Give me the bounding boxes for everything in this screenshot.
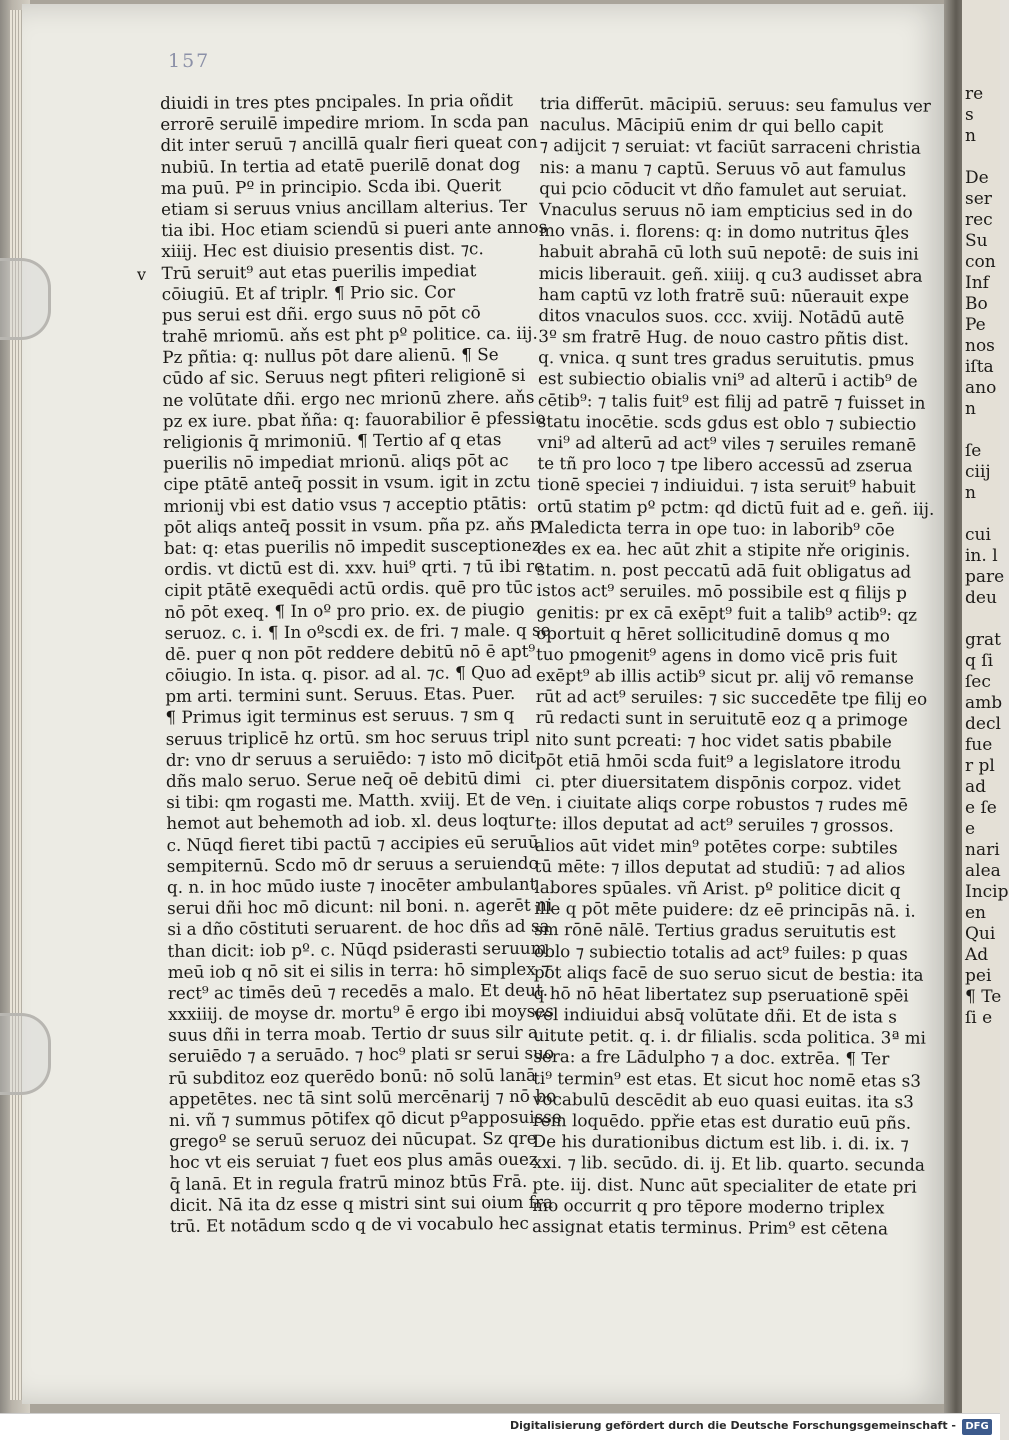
footer-bar	[0, 1413, 1000, 1440]
text-line: Trū seruit⁹ aut etas puerilis impediat	[161, 259, 477, 283]
text-line: xxxiiij. de moyse dr. mortu⁹ ē ergo ibi moyses	[167, 1000, 554, 1025]
text-line: q. n. in hoc mūdo iuste ⁊ inocēter ambulant	[166, 873, 537, 897]
text-line: dit inter seruū ⁊ ancillā qualr fieri queat con	[160, 132, 538, 156]
text-line: cōiugio. In ista. q. pisor. ad al. ⁊c. ¶ Quo ad	[164, 661, 532, 686]
text-line: puerilis nō impediat mrionū. aliqs pōt ac	[163, 450, 509, 474]
text-line: uitute petit. q. i. dr filialis. scda politica. 3ª mi	[533, 1025, 927, 1048]
text-line: pz ex iure. pbat ňña: q: fauorabilior ē pfessio	[162, 407, 546, 431]
text-line: nis: a manu ⁊ captū. Seruus vō aut famulus	[539, 156, 907, 180]
text-line: cētib⁹: ⁊ talis fuit⁹ est filij ad patrē ⁊ fuisset in	[537, 389, 926, 413]
text-line: statim. n. post peccatū adā fuit obligatus ad	[536, 559, 912, 582]
page-number: 157	[168, 50, 211, 72]
text-line: oblo ⁊ subiectio totalis ad act⁹ fuiles: p quas	[533, 940, 908, 964]
text-line: tū mēte: ⁊ illos deputat ad studiū: ⁊ ad alios	[534, 855, 906, 879]
text-line: rū subditoz eoz querēdo bonū: nō solū lanā	[168, 1064, 537, 1088]
text-line: nō pōt exeq. ¶ In oº pro prio. ex. de piugio	[164, 598, 525, 622]
text-line: q̄ lanā. Et in regula fratrū minoz btūs Frā.	[169, 1170, 528, 1194]
text-line: tia ibi. Hoc etiam sciendū si pueri ante annos	[161, 216, 548, 241]
text-line: ⁊ adijcit ⁊ seruiat: vt faciūt sarraceni christia	[539, 135, 921, 159]
text-line: vocabulū descēdit ab euo quasi euitas. ita s3	[532, 1088, 914, 1112]
text-line: seruoz. c. i. ¶ In oºscdi ex. de fri. ⁊ male. q se	[164, 619, 551, 643]
text-line: appetētes. nec tā sint solū mercēnarij ⁊ nō bo	[168, 1085, 557, 1109]
text-line: te tñ pro loco ⁊ tpe libero accessū ad zserua	[537, 453, 913, 476]
right-text-column	[532, 93, 935, 1240]
text-line: naculus. Mācipiū enim dr qui bello capit	[539, 114, 884, 137]
facing-page-text: re s n De ser rec Su con Inf Bo Pe nos iſta ano n ſe ciij n cui in. l pare deu grat q ſi ſec amb decl fue r pl ad e ſe e nari alea Incip en Qui Ad pei ¶ Te ſi e	[965, 84, 1009, 1028]
text-line: serui dñi hoc mō dicunt: nil boni. n. agerēt ni	[167, 894, 553, 919]
text-line: cōiugiū. Et af triplr. ¶ Prio sic. Cor	[161, 281, 456, 304]
text-line: seruus triplicē hz ortū. sm hoc seruus tripl	[165, 725, 530, 749]
text-line: xiiij. Hec est diuisio presentis dist. ⁊c.	[161, 238, 484, 262]
text-line: qui pcio cōducit vt dño famulet aut seruiat.	[539, 177, 908, 201]
text-line: suus dñi in terra moab. Tertio dr suus silr a	[168, 1021, 539, 1046]
text-line: cipit ptātē exequēdi actū ordis. quē pro tūc	[164, 577, 533, 601]
text-line: trū. Et notādum scdo q de vi vocabulo hec	[169, 1212, 529, 1236]
text-line: xxi. ⁊ lib. secūdo. di. ij. Et lib. quarto. secunda	[532, 1152, 925, 1176]
text-line: ham captū vz loth fratrē suū: nūerauit expe	[538, 283, 910, 307]
text-line: vni⁹ ad alterū ad act⁹ viles ⁊ seruiles remanē	[537, 431, 917, 455]
text-line: ma puū. Pº in principio. Scda ibi. Querit	[160, 174, 502, 198]
text-line: pōt aliqs anteq̄ possit in vsum. pña pz. aňs p	[163, 513, 541, 537]
text-line: Pz pñtia: q: nullus pōt dare alienū. ¶ Se	[162, 344, 499, 368]
text-line: dicit. Nā ita dz esse q mistri sint sui oium fra	[169, 1191, 554, 1215]
text-line: meū iob q nō sit ei silis in terra: hō simplex ⁊	[167, 958, 550, 982]
text-line: ordis. vt dictū est di. xxv. hui⁹ qrti. ⁊ tū ibi re	[164, 555, 545, 580]
text-line: etiam si seruus vnius ancillam alterius. Ter	[160, 195, 528, 219]
text-line: pōt aliqs facē de suo seruo sicut de bestia: ita	[533, 961, 924, 985]
text-line: alios aūt videt min⁹ potētes corpe: subtiles	[534, 834, 898, 858]
text-line: sempiternū. Scdo mō dr seruus a seruiendo	[166, 852, 539, 876]
text-line: pm arti. termini sunt. Seruus. Etas. Puer.	[165, 683, 516, 707]
text-line: assignat etatis terminus. Prim⁹ est cētena	[532, 1215, 889, 1239]
text-line: rūt ad act⁹ seruiles: ⁊ sic succedēte tpe filij eo	[535, 686, 928, 709]
text-line: dñs malo seruo. Serue neq̄ oē debitū dimi	[165, 767, 521, 791]
text-line: tionē speciei ⁊ indiuidui. ⁊ ista seruit⁹ habuit	[537, 474, 916, 498]
text-line: q hō nō hēat libertatez sup pseruationē spēi	[533, 982, 909, 1006]
text-line: dr: vno dr seruus a seruiēdo: ⁊ isto mō dicit	[165, 746, 537, 770]
text-line: mo occurrit q pro tēpore moderno triplex	[532, 1194, 885, 1218]
text-line: n. i ciuitate aliqs corpe robustos ⁊ rudes mē	[534, 792, 909, 815]
text-line: labores spūales. vñ Arist. pº politice dicit q	[534, 876, 901, 900]
text-line: rū redacti sunt in seruitutē eoz q a primoge	[535, 707, 908, 731]
text-line: exēpt⁹ ab illis actib⁹ sicut pr. alij vō remanse	[535, 665, 914, 688]
text-line: diuidi in tres ptes pncipales. In pria oñdit	[160, 89, 514, 113]
text-line: Vnaculus seruus nō iam empticius sed in do	[539, 198, 913, 222]
text-line: 3º sm fratrē Hug. de nouo castro pñtis dist.	[538, 326, 910, 349]
text-line: ille q pōt mēte puidere: dz eē principās nā. i.	[534, 898, 916, 921]
text-line: hemot aut behemoth ad iob. xl. deus loqtur	[166, 810, 535, 834]
text-line: si tibi: qm rogasti me. Matth. xviij. Et de ve	[166, 788, 536, 813]
text-line: nito sunt pcreati: ⁊ hoc videt satis pbabile	[535, 728, 892, 752]
text-line: ditos vnaculos suos. ccc. xviij. Notādū autē	[538, 304, 905, 328]
text-line: dē. puer q non pōt reddere debitū nō ē apt⁹	[164, 640, 536, 664]
text-line: ci. pter diuersitatem dispōnis corpoz. videt	[535, 770, 901, 794]
binder-ring-bottom	[0, 1013, 51, 1095]
text-line: than dicit: iob pº. c. Nūqd psiderasti seruum	[167, 937, 547, 961]
text-line: gregoº se seruū seruoz dei nūcupat. Sz qre	[169, 1127, 537, 1152]
left-text-column	[160, 89, 562, 1237]
text-line: istos act⁹ seruiles. mō possibile est q filijs p	[536, 580, 907, 603]
text-line: rect⁹ ac timēs deū ⁊ recedēs a malo. Et deut.	[167, 979, 549, 1003]
text-line: cipe ptātē anteq̄ possit in vsum. igit in zctu	[163, 471, 531, 495]
text-line: mrionij vbi est datio vsus ⁊ acceptio ptātis:	[163, 492, 528, 516]
text-line: vel indiuidui absq̄ volūtate dñi. Et de ista s	[533, 1004, 898, 1027]
binder-ring-top	[0, 258, 51, 340]
text-line: pus serui est dñi. ergo suus nō pōt cō	[161, 302, 481, 325]
text-line: tuo pmogenit⁹ agens in domo vicē pris fuit	[536, 643, 898, 667]
text-line: trahē mriomū. aňs est pht pº politice. ca. iij.	[162, 322, 538, 347]
margin-mark: v	[137, 265, 147, 284]
text-line: tria differūt. mācipiū. seruus: seu famulus ver	[539, 93, 931, 116]
text-line: sera: a fre Lādulpho ⁊ a doc. extrēa. ¶ Ter	[533, 1046, 890, 1069]
text-line: genitis: pr ex cā exēpt⁹ fuit a talib⁹ actib⁹: qz	[536, 601, 918, 625]
funding-credit: Digitalisierung gefördert durch die Deutsche Forschungsgemeinschaft -	[509, 1419, 956, 1432]
text-line: pōt etiā hmōi scda fuit⁹ a legislatore itrodu	[535, 749, 902, 773]
text-line: ne volūtate dñi. ergo nec mrionū zhere. aňs	[162, 386, 535, 410]
text-line: des ex ea. hec aūt zhit a stipite nře originis.	[536, 537, 911, 561]
text-line: ni. vñ ⁊ summus pōtifex qō dicut pºapposuisse	[168, 1106, 562, 1130]
text-line: statu inocētie. scds gdus est oblo ⁊ subiectio	[537, 410, 917, 434]
text-line: est subiectio obialis vni⁹ ad alterū i actib⁹ de	[537, 368, 918, 392]
text-line: bat: q: etas puerilis nō impedit susceptionez	[163, 534, 541, 558]
text-line: ¶ Primus igit terminus est seruus. ⁊ sm q	[165, 704, 515, 728]
text-line: c. Nūqd fieret tibi pactū ⁊ accipies eū seruū	[166, 831, 539, 855]
text-line: De his durationibus dictum est lib. i. di. ix. ⁊	[532, 1131, 909, 1154]
text-line: seruiēdo ⁊ a seruādo. ⁊ hoc⁹ plati sr serui suo	[168, 1043, 555, 1067]
text-line: hoc vt eis seruiat ⁊ fuet eos plus amās ouez	[169, 1149, 538, 1173]
text-line: ti⁹ termin⁹ est etas. Et sicut hoc nomē etas s3	[533, 1067, 922, 1091]
text-line: errorē seruilē impedire mriom. In scda pan	[160, 110, 529, 135]
text-line: Maledicta terra in ope tuo: in laborib⁹ cōe	[536, 516, 895, 540]
text-line: pte. iij. dist. Nunc aūt specialiter de etate pri	[532, 1173, 917, 1197]
text-line: habuit abrahā cū loth suū nepotē: de suis ini	[538, 241, 919, 264]
dfg-logo: DFG	[962, 1419, 992, 1435]
text-line: q. vnica. q sunt tres gradus seruitutis. pmus	[538, 347, 915, 370]
text-line: micis liberauit. geñ. xiiij. q cu3 audisset abra	[538, 262, 923, 286]
text-line: si a dño cōstituti seruarent. de hoc dñs ad sa	[167, 915, 550, 940]
text-line: cūdo af sic. Seruus negt pfiteri religionē si	[162, 365, 526, 389]
text-line: nubiū. In tertia ad etatē puerilē donat dog	[160, 153, 521, 177]
text-line: te: illos deputat ad act⁹ seruiles ⁊ grossos.	[534, 813, 894, 836]
facing-page-edge	[962, 0, 1009, 1413]
text-line: rem loquēdo. ppřie etas est duratio euū pñs.	[532, 1109, 912, 1133]
text-line: ortū statim pº pctm: qd dictū fuit ad e. geñ. iij.	[537, 495, 935, 519]
text-line: sm rōnē nālē. Tertius gradus seruitutis est	[534, 919, 896, 942]
text-line: oportuit q hēret sollicitudinē domus q mo	[536, 622, 891, 646]
text-line: religionis q̄ mrimoniū. ¶ Tertio af q etas	[162, 429, 502, 452]
text-line: mo vnās. i. florens: q: in domo nutritus q̄les	[538, 220, 910, 243]
